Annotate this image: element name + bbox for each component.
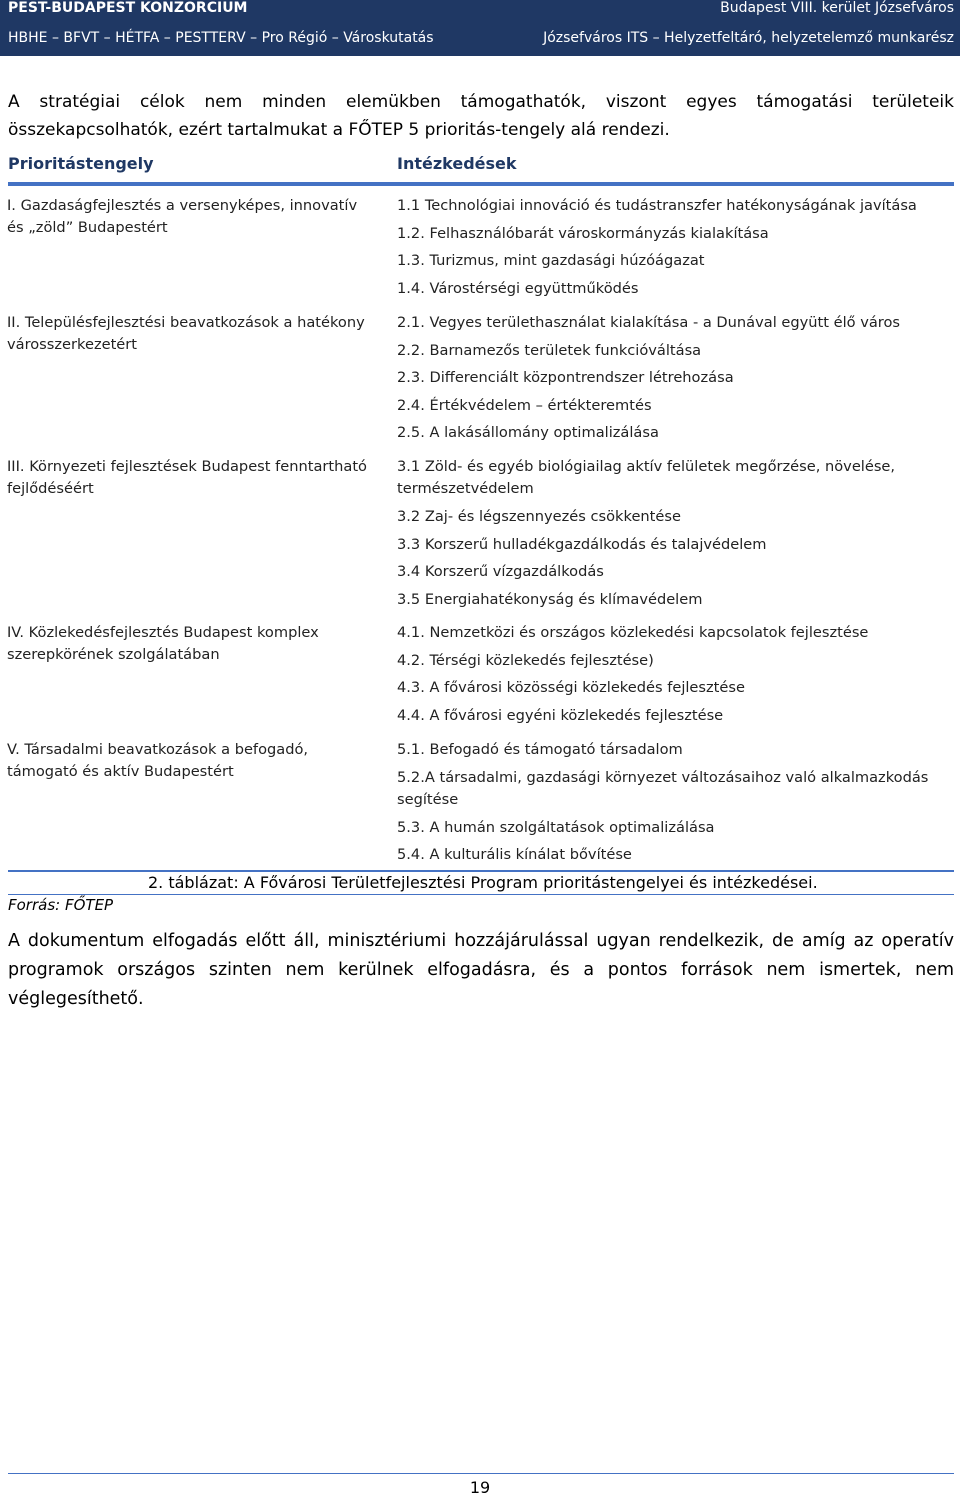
measure-item: 4.4. A fővárosi egyéni közlekedés fejlesztése bbox=[397, 706, 724, 724]
priority-axis-3: III. Környezeti fejlesztések Budapest fenntartható fejlődéséért bbox=[7, 458, 367, 497]
measure-item: 3.1 Zöld- és egyéb biológiailag aktív felületek megőrzése, növelése, természetvédelem bbox=[397, 458, 896, 497]
table-caption: 2. táblázat: A Fővárosi Területfejlesztési Program prioritástengelyei és intézkedései. bbox=[148, 873, 818, 892]
intro-line: A stratégiai célok nem minden elemükben támogathatók, viszont egyes támogatási területeik bbox=[8, 92, 954, 112]
measure-item: 5.3. A humán szolgáltatások optimalizálása bbox=[397, 818, 715, 836]
measure-item: 4.1. Nemzetközi és országos közlekedési kapcsolatok fejlesztése bbox=[397, 624, 869, 641]
page-header bbox=[0, 0, 960, 56]
source-note: Forrás: FŐTEP bbox=[8, 896, 114, 914]
measure-item: 1.3. Turizmus, mint gazdasági húzóágazat bbox=[397, 252, 705, 269]
measures-list-3 bbox=[397, 456, 957, 616]
header-members: HBHE – BFVT – HÉTFA – PESTTERV – Pro Régió – Városkutatás bbox=[8, 30, 434, 46]
priority-axis-1: I. Gazdaságfejlesztés a versenyképes, innovatív és „zöld” Budapestért bbox=[7, 197, 358, 236]
measure-item: 4.2. Térségi közlekedés fejlesztése) bbox=[397, 651, 654, 669]
measure-item: 1.2. Felhasználóbarát városkormányzás kialakítása bbox=[397, 224, 769, 242]
caption-rule bbox=[8, 894, 954, 895]
measure-item: 2.4. Értékvédelem – értékteremtés bbox=[397, 396, 652, 414]
measures-list-1 bbox=[397, 195, 957, 305]
measure-item: 5.2.A társadalmi, gazdasági környezet változásaihoz való alkalmazkodás segítése bbox=[397, 768, 929, 808]
page-number: 19 bbox=[469, 1478, 491, 1497]
measures-list-4 bbox=[397, 622, 957, 732]
measure-item: 2.2. Barnamezős területek funkcióváltása bbox=[397, 341, 702, 359]
measure-item: 5.4. A kulturális kínálat bővítése bbox=[397, 846, 632, 863]
priority-axis-5: V. Társadalmi beavatkozások a befogadó, támogató és aktív Budapestért bbox=[7, 741, 309, 780]
measures-list-5 bbox=[397, 739, 957, 872]
measure-item: 2.5. A lakásállomány optimalizálása bbox=[397, 424, 659, 441]
priority-axis-4: IV. Közlekedésfejlesztés Budapest komplex szerepkörének szolgálatában bbox=[7, 624, 319, 663]
conclusion-line: A dokumentum elfogadás előtt áll, minisztériumi hozzájárulással ugyan rendelkezik, de amíg az operatív bbox=[8, 931, 954, 951]
measure-item: 3.2 Zaj- és légszennyezés csökkentése bbox=[397, 508, 681, 525]
header-district: Budapest VIII. kerület Józsefváros bbox=[720, 0, 954, 16]
measure-item: 2.1. Vegyes területhasználat kialakítása - a Dunával együtt élő város bbox=[397, 314, 900, 331]
measure-item: 3.4 Korszerű vízgazdálkodás bbox=[397, 563, 604, 580]
intro-paragraph bbox=[8, 88, 954, 144]
table-header bbox=[8, 150, 954, 186]
priority-axis-2: II. Településfejlesztési beavatkozások a hatékony városszerkezetért bbox=[7, 314, 365, 353]
column-header-measures: Intézkedések bbox=[397, 154, 517, 173]
conclusion-paragraph bbox=[8, 927, 954, 1014]
intro-line: összekapcsolhatók, ezért tartalmukat a FŐTEP 5 prioritás-tengely alá rendezi. bbox=[8, 120, 670, 140]
measure-item: 3.3 Korszerű hulladékgazdálkodás és talajvédelem bbox=[397, 535, 767, 553]
measure-item: 4.3. A fővárosi közösségi közlekedés fejlesztése bbox=[397, 679, 745, 696]
column-header-priority: Prioritástengely bbox=[8, 154, 154, 173]
conclusion-line: véglegesíthető. bbox=[8, 989, 144, 1009]
footer-rule bbox=[8, 1473, 954, 1474]
measures-list-2 bbox=[397, 312, 957, 450]
header-consortium: PEST-BUDAPEST KONZORCIUM bbox=[8, 0, 248, 16]
measure-item: 1.4. Várostérségi együttműködés bbox=[397, 279, 639, 297]
measure-item: 2.3. Differenciált központrendszer létrehozása bbox=[397, 369, 734, 386]
measure-item: 1.1 Technológiai innováció és tudástranszfer hatékonyságának javítása bbox=[397, 197, 917, 214]
header-document-part: Józsefváros ITS – Helyzetfeltáró, helyzetelemző munkarész bbox=[543, 30, 954, 46]
measure-item: 5.1. Befogadó és támogató társadalom bbox=[397, 741, 683, 758]
conclusion-line: programok országos szinten nem kerülnek elfogadásra, és a pontos források nem ismertek, nem bbox=[8, 960, 954, 980]
measure-item: 3.5 Energiahatékonyság és klímavédelem bbox=[397, 590, 703, 608]
